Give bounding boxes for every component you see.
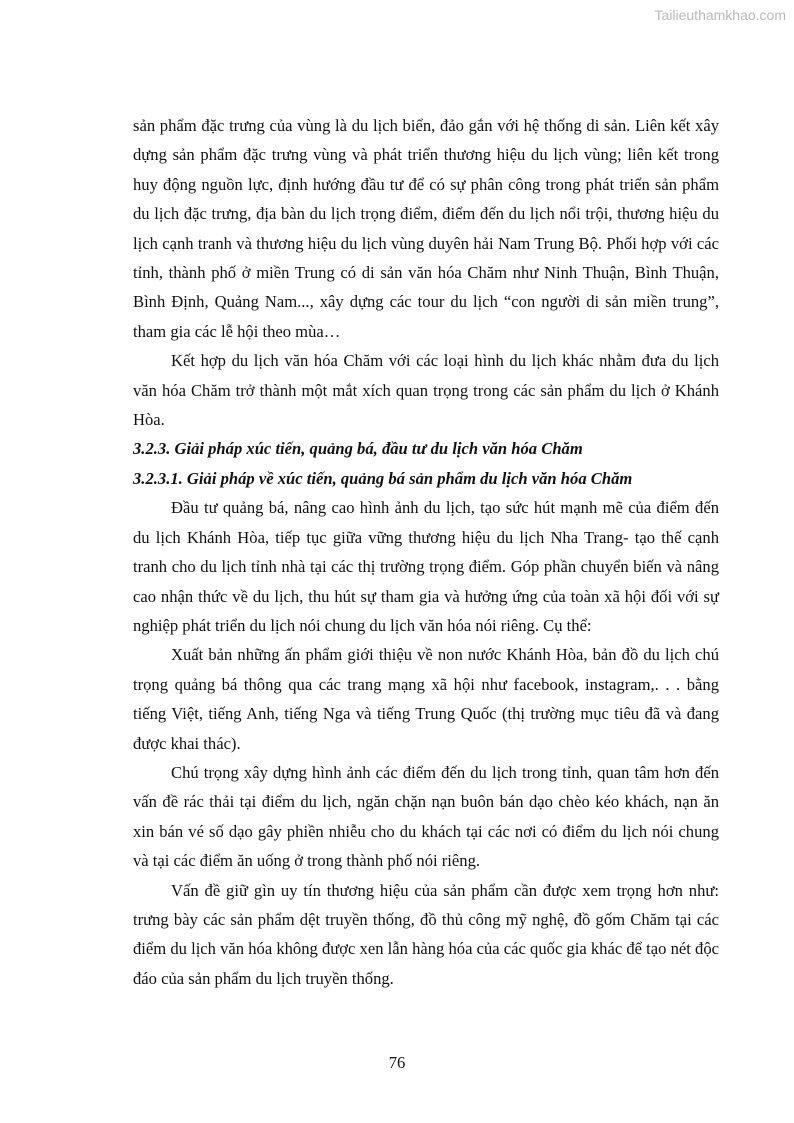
paragraph: Kết hợp du lịch văn hóa Chăm với các loại hình du lịch khác nhằm đưa du lịch văn hóa Chăm trở thành một mắt xích quan trọng trong các sản phẩm du lịch ở Khánh Hòa. xyxy=(133,351,719,430)
document-body xyxy=(133,111,719,993)
paragraph: Chú trọng xây dựng hình ảnh các điểm đến du lịch trong tỉnh, quan tâm hơn đến vấn đề rác thải tại điểm du lịch, ngăn chặn nạn buôn bán dạo chèo kéo khách, nạn ăn xin bán vé số dạo gây phiền nhiễu cho du khách tại các nơi có điểm du lịch nói chung và tại các điểm ăn uống ở trong thành phố nói riêng. xyxy=(133,762,719,871)
paragraph: Đầu tư quảng bá, nâng cao hình ảnh du lịch, tạo sức hút mạnh mẽ của điểm đến du lịch Khánh Hòa, tiếp tục giữa vững thương hiệu du lịch Nha Trang- tạo thế cạnh tranh cho du lịch tỉnh nhà tại các thị trường trọng điểm. Góp phần chuyển biến và nâng cao nhận thức về du lịch, thu hút sự tham gia và hưởng ứng của toàn xã hội đối với sự nghiệp phát triển du lịch nói chung du lịch văn hóa nói riêng. Cụ thể: xyxy=(133,498,719,635)
section-heading: 3.2.3. Giải pháp xúc tiến, quảng bá, đầu tư du lịch văn hóa Chăm xyxy=(133,439,583,459)
paragraph: Vấn đề giữ gìn uy tín thương hiệu của sản phẩm cần được xem trọng hơn như: trưng bày các sản phẩm dệt truyền thống, đồ thủ công mỹ nghệ, đồ gốm Chăm tại các điểm du lịch văn hóa không được xen lẫn hàng hóa của các quốc gia khác để tạo nét độc đáo của sản phẩm du lịch truyền thống. xyxy=(133,880,719,988)
page-number: 76 xyxy=(388,1053,406,1072)
watermark: Tailieuthamkhao.com xyxy=(654,7,786,23)
subsection-heading: 3.2.3.1. Giải pháp về xúc tiến, quảng bá sản phẩm du lịch văn hóa Chăm xyxy=(133,468,633,488)
paragraph-continued: sản phẩm đặc trưng của vùng là du lịch biển, đảo gắn với hệ thống di sản. Liên kết xây dựng sản phẩm đặc trưng vùng và phát triển thương hiệu du lịch vùng; liên kết trong huy động nguồn lực, định hướng đầu tư để có sự phân công trong phát triển sản phẩm du lịch đặc trưng, địa bàn du lịch trọng điểm, điểm đến du lịch nổi trội, thương hiệu du lịch cạnh tranh và thương hiệu du lịch vùng duyên hải Nam Trung Bộ. Phối hợp với các tỉnh, thành phố ở miền Trung có di sản văn hóa Chăm như Ninh Thuận, Bình Thuận, Bình Định, Quảng Nam..., xây dựng các tour du lịch “con người di sản miền trung”, tham gia các lễ hội theo mùa… xyxy=(133,116,719,341)
paragraph: Xuất bản những ấn phẩm giới thiệu về non nước Khánh Hòa, bản đồ du lịch chú trọng quảng bá thông qua các trang mạng xã hội như facebook, instagram,. . . bằng tiếng Việt, tiếng Anh, tiếng Nga và tiếng Trung Quốc (thị trường mục tiêu đã và đang được khai thác). xyxy=(133,645,719,753)
